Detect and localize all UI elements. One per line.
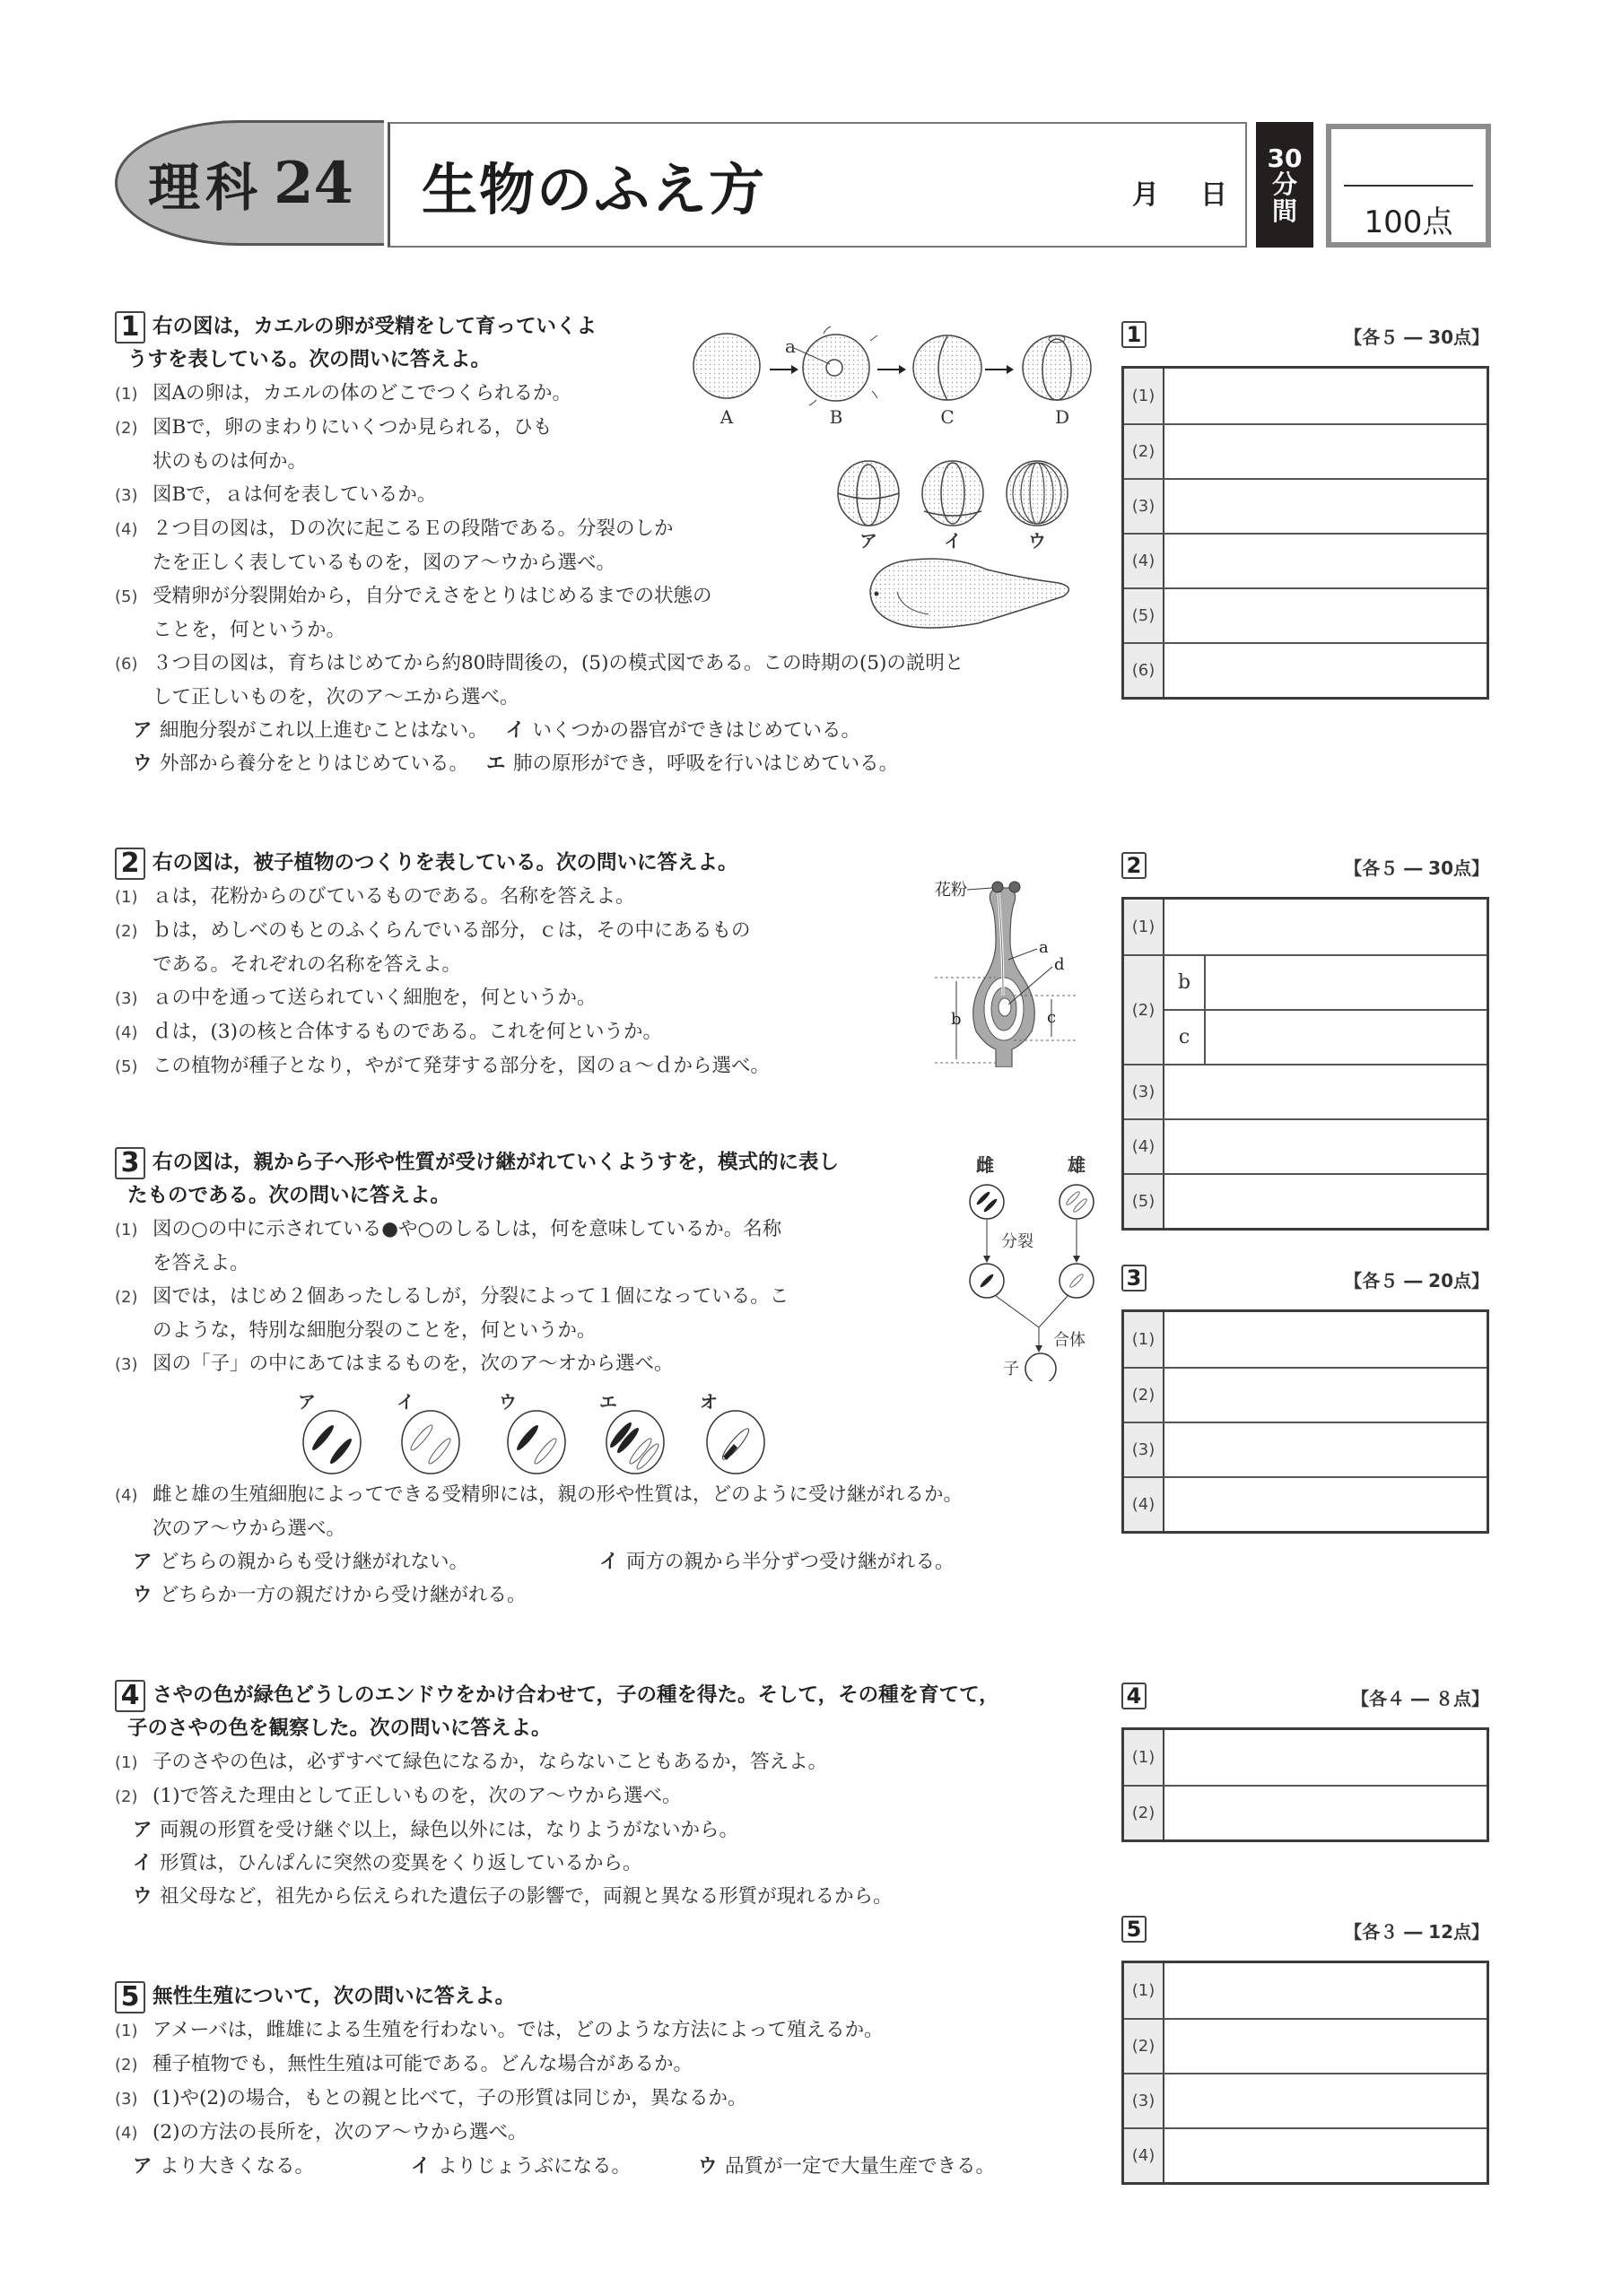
question-number: 5 <box>115 1981 145 2013</box>
answer-section-1 <box>1121 321 1489 700</box>
unit-badge <box>115 120 384 246</box>
male-cell <box>1060 1185 1094 1219</box>
answer-field[interactable] <box>1164 1787 1487 1839</box>
subject-label: 理科 <box>147 157 263 218</box>
option-i-embryo <box>922 461 983 526</box>
sub-question: (4) (2)の方法の長所を，次のア～ウから選べ。 <box>115 2121 528 2144</box>
unit-number: 24 <box>273 149 354 217</box>
answer-field[interactable] <box>1164 1730 1487 1785</box>
option-i-cell <box>402 1411 459 1474</box>
answer-row: (1) <box>1124 900 1487 954</box>
sub-question-cont: を答えよ。 <box>153 1252 249 1274</box>
answer-field[interactable] <box>1164 1120 1487 1173</box>
question-number: 4 <box>115 1680 145 1712</box>
option-a-embryo <box>838 461 899 526</box>
score-box[interactable] <box>1326 124 1491 248</box>
arrow-head-icon <box>899 365 906 374</box>
sub-question: (5) この植物が種子となり，やがて発芽する部分を，図のａ～ｄから選べ。 <box>115 1055 771 1077</box>
child-label: 子 <box>1003 1360 1019 1378</box>
choice-row <box>115 2150 1120 2183</box>
egg-d <box>1023 335 1091 400</box>
arrow-head-icon <box>1007 365 1014 374</box>
sub-question-cont: のような，特別な細胞分裂のことを，何というか。 <box>153 1319 597 1342</box>
choice: エ 肺の原形ができ，呼吸を行いはじめている。 <box>486 752 899 775</box>
points-label: 【各５ ― 20点】 <box>1344 1270 1489 1292</box>
time-limit-unit: 分 <box>1271 170 1297 200</box>
answer-row: (5) <box>1124 587 1487 642</box>
answer-table <box>1121 1961 1489 2185</box>
sub-question-cont: 状のものは何か。 <box>153 450 308 473</box>
answer-row: (2) <box>1124 1367 1487 1422</box>
answer-row: (4) <box>1124 533 1487 587</box>
question-number: 1 <box>115 311 145 344</box>
inheritance-figure <box>951 1148 1112 1381</box>
question-intro: 右の図は，カエルの卵が受精をして育っていくよ <box>153 315 597 338</box>
answer-row: (1) <box>1124 1963 1487 2018</box>
sub-question: (6) ３つ目の図は，育ちはじめてから約80時間後の，(5)の模式図である。この時期の(5)の説明と <box>115 652 964 674</box>
answer-field[interactable] <box>1164 900 1487 954</box>
choice: ウ どちらか一方の親だけから受け継がれる。 <box>133 1584 527 1606</box>
answer-field[interactable] <box>1164 369 1487 423</box>
time-limit-badge <box>1256 122 1313 248</box>
option-label: ウ <box>1028 530 1046 552</box>
answer-row: (1) <box>1124 1312 1487 1367</box>
sub-question: (4) ２つ目の図は，Ｄの次に起こるＥの段階である。分裂のしか <box>115 517 674 540</box>
option-label: イ <box>944 530 962 552</box>
answer-section-number: 2 <box>1121 852 1147 879</box>
pollen-label: 花粉 <box>935 881 967 900</box>
sub-question: (3) ａの中を通って送られていく細胞を，何というか。 <box>115 987 597 1009</box>
answer-row: (4) <box>1124 2127 1487 2182</box>
answer-field[interactable] <box>1164 1369 1487 1422</box>
option-label: イ <box>397 1391 414 1413</box>
answer-section-number: 3 <box>1121 1265 1147 1292</box>
pointer-label-a: a <box>785 335 796 357</box>
answer-row: (4) <box>1124 1476 1487 1531</box>
answer-field[interactable] <box>1164 2129 1487 2182</box>
answer-row: (6) <box>1124 642 1487 697</box>
sub-question: (2) 図では，はじめ２個あったしるしが，分裂によって１個になっている。こ <box>115 1285 789 1308</box>
time-limit-minutes: 30 <box>1267 143 1303 173</box>
answer-row: (3) <box>1124 2073 1487 2127</box>
answer-field[interactable] <box>1164 480 1487 533</box>
time-limit-suffix: 間 <box>1271 196 1297 226</box>
option-label: ア <box>859 530 877 552</box>
question-intro: 右の図は，親から子へ形や性質が受け継がれていくようすを，模式的に表し <box>153 1151 840 1174</box>
answer-row: (3) <box>1124 1064 1487 1118</box>
label-b: b <box>951 1010 962 1029</box>
points-label: 【各５ ― 30点】 <box>1344 857 1489 879</box>
answer-field[interactable] <box>1164 1963 1487 2018</box>
sub-question: (2) (1)で答えた理由として正しいものを，次のア～ウから選べ。 <box>115 1785 682 1807</box>
answer-row: (5) <box>1124 1173 1487 1228</box>
sub-question: (1) 図の○の中に示されている●や○のしるしは，何を意味しているか。名称 <box>115 1218 782 1240</box>
answer-table <box>1121 897 1489 1231</box>
choice-row <box>115 714 861 747</box>
question-number: 3 <box>115 1147 145 1179</box>
stage-label: A <box>719 406 734 428</box>
answer-table <box>1121 1727 1489 1842</box>
answer-row: (1) <box>1124 369 1487 423</box>
sub-question: (2) ｂは，めしべのもとのふくらんでいる部分，ｃは，その中にあるもの <box>115 919 751 942</box>
answer-row: (2) <box>1124 1785 1487 1839</box>
sub-question: (3) (1)や(2)の場合，もとの親と比べて，子の形質は同じか，異なるか。 <box>115 2087 747 2109</box>
option-a-cell <box>303 1411 361 1474</box>
answer-row: (2) <box>1124 423 1487 478</box>
choice: ウ 祖父母など，祖先から伝えられた遺伝子の影響で，両親と異なる形質が現れるから。 <box>133 1885 893 1908</box>
answer-section-5 <box>1121 1916 1489 2185</box>
choice-row <box>115 747 899 780</box>
answer-field[interactable] <box>1206 956 1487 1009</box>
answer-section-number: 4 <box>1121 1683 1147 1709</box>
sub-question: (5) 受精卵が分裂開始から，自分でえさをとりはじめるまでの状態の <box>115 585 712 607</box>
total-score: 100点 <box>1364 204 1453 240</box>
answer-field[interactable] <box>1164 535 1487 587</box>
sub-question: (4) 雌と雄の生殖細胞によってできる受精卵には，親の形や性質は，どのように受け継がれるか。 <box>115 1483 964 1506</box>
male-label: 雄 <box>1068 1154 1086 1176</box>
choice: ア より大きくなる。 <box>133 2155 315 2178</box>
answer-field[interactable] <box>1164 1423 1487 1476</box>
answer-field[interactable] <box>1206 1011 1487 1064</box>
question-intro: 右の図は，被子植物のつくりを表している。次の問いに答えよ。 <box>153 851 738 874</box>
choice: イ よりじょうぶになる。 <box>411 2155 632 2178</box>
answer-subrow: c <box>1164 1009 1487 1064</box>
option-e-cell <box>606 1411 664 1474</box>
sub-question-cont: 次のア～ウから選べ。 <box>153 1518 346 1540</box>
answer-field[interactable] <box>1164 1065 1487 1118</box>
stage-label: B <box>829 406 843 428</box>
question-3-continued <box>115 1478 1120 1612</box>
answer-field[interactable] <box>1164 2020 1487 2073</box>
sub-question: (2) 図Bで，卵のまわりにいくつか見られる，ひも <box>115 416 553 439</box>
tadpole-embryo <box>870 559 1068 628</box>
choice: ア どちらの親からも受け継がれない。 <box>133 1551 469 1573</box>
choice: イ 形質は，ひんぱんに突然の変異をくり返しているから。 <box>133 1852 642 1874</box>
question-intro: 無性生殖について，次の問いに答えよ。 <box>153 1985 516 2008</box>
answer-field[interactable] <box>1164 425 1487 478</box>
sub-question: (1) 図Aの卵は，カエルの体のどこでつくられるか。 <box>115 382 572 404</box>
sub-question: (1) ａは，花粉からのびているものである。名称を答えよ。 <box>115 885 635 908</box>
points-label: 【各５ ― 30点】 <box>1344 326 1489 348</box>
month-label: 月 <box>1132 179 1159 211</box>
page-title: 生物のふえ方 <box>422 157 767 222</box>
question-3 <box>115 1146 922 1381</box>
arrow-head-icon <box>791 365 798 374</box>
answer-row: (2) <box>1124 2018 1487 2073</box>
sub-question: (4) ｄは，(3)の核と合体するものである。これを何というか。 <box>115 1021 662 1043</box>
female-cell <box>970 1185 1004 1219</box>
answer-section-number: 5 <box>1121 1916 1147 1943</box>
option-u-embryo <box>1007 461 1068 526</box>
option-label: ア <box>298 1391 316 1413</box>
egg-b <box>794 326 877 405</box>
question-intro: 子のさやの色を観察した。次の問いに答えよ。 <box>127 1717 552 1740</box>
answer-field[interactable] <box>1164 2074 1487 2127</box>
frog-development-figure <box>682 314 1112 637</box>
answer-row: (3) <box>1124 478 1487 533</box>
answer-section-2 <box>1121 852 1489 1231</box>
answer-row: (2) b c <box>1124 954 1487 1064</box>
child-cell <box>1025 1353 1056 1381</box>
pistil-figure <box>897 861 1077 1067</box>
answer-section-4 <box>1121 1683 1489 1842</box>
points-label: 【各３ ― 12点】 <box>1344 1921 1489 1943</box>
option-label: エ <box>599 1391 617 1413</box>
choice: イ いくつかの器官ができはじめている。 <box>505 719 861 742</box>
option-label: オ <box>700 1391 718 1413</box>
sub-question-cont: して正しいものを，次のア～エから選べ。 <box>153 686 519 709</box>
answer-field[interactable] <box>1164 589 1487 642</box>
sub-question-cont: たを正しく表しているものを，図のア～ウから選べ。 <box>153 552 616 574</box>
chromosome-options-figure <box>287 1388 789 1478</box>
answer-table <box>1121 1309 1489 1534</box>
choice: ア 両親の形質を受け継ぐ以上，緑色以外には，なりようがないから。 <box>133 1819 739 1841</box>
score-divider <box>1344 185 1473 187</box>
egg-c <box>913 335 981 400</box>
choice: イ 両方の親から半分ずつ受け継がれる。 <box>599 1551 955 1573</box>
label-a: a <box>1039 938 1049 957</box>
female-label: 雌 <box>976 1154 994 1176</box>
sub-question: (3) 図Bで，ａは何を表しているか。 <box>115 483 437 506</box>
answer-subrow: b <box>1164 956 1487 1009</box>
sub-question-cont: ことを，何というか。 <box>153 619 346 641</box>
stage-label: D <box>1054 406 1070 428</box>
answer-section-number: 1 <box>1121 321 1147 348</box>
question-5 <box>115 1980 1120 2183</box>
option-label: ウ <box>499 1391 517 1413</box>
answer-field[interactable] <box>1164 1175 1487 1228</box>
sub-question: (1) 子のさやの色は，必ずすべて緑色になるか，ならないこともあるか，答えよ。 <box>115 1751 828 1773</box>
answer-row: (1) <box>1124 1730 1487 1785</box>
option-u-cell <box>508 1411 565 1474</box>
day-label: 日 <box>1200 179 1227 211</box>
choice-row <box>115 1545 1120 1578</box>
question-4 <box>115 1679 1120 1913</box>
division-label: 分裂 <box>1001 1232 1033 1251</box>
stage-label: C <box>940 406 955 428</box>
label-c: c <box>1047 1008 1057 1027</box>
question-intro: たものである。次の問いに答えよ。 <box>127 1184 451 1207</box>
question-number: 2 <box>115 848 145 880</box>
sub-question: (3) 図の「子」の中にあてはまるものを，次のア～オから選べ。 <box>115 1352 674 1375</box>
answer-section-3 <box>1121 1265 1489 1534</box>
label-d: d <box>1054 955 1065 974</box>
choice: ア 細胞分裂がこれ以上進むことはない。 <box>133 719 488 742</box>
answer-row: (3) <box>1124 1422 1487 1476</box>
choice: ウ 品質が一定で大量生産できる。 <box>698 2155 996 2178</box>
sub-question: (2) 種子植物でも，無性生殖は可能である。どんな場合があるか。 <box>115 2053 693 2075</box>
sub-question: (1) アメーバは，雌雄による生殖を行わない。では，どのような方法によって殖えるか。 <box>115 2019 884 2041</box>
points-label: 【各４ ― ８点】 <box>1351 1688 1489 1709</box>
answer-field[interactable] <box>1164 644 1487 697</box>
fusion-label: 合体 <box>1053 1331 1086 1350</box>
question-2 <box>115 847 904 1083</box>
sub-question-cont: である。それぞれの名称を答えよ。 <box>153 953 462 976</box>
answer-field[interactable] <box>1164 1312 1487 1367</box>
option-o-cell <box>707 1411 764 1474</box>
answer-table <box>1121 366 1489 700</box>
answer-field[interactable] <box>1164 1478 1487 1531</box>
question-intro: さやの色が緑色どうしのエンドウをかけ合わせて，子の種を得た。そして，その種を育てて， <box>153 1683 999 1707</box>
choice-row <box>115 1578 1120 1612</box>
egg-a <box>693 334 760 398</box>
pollen-grain <box>992 882 1003 892</box>
pollen-grain <box>1009 882 1020 892</box>
answer-row: (4) <box>1124 1118 1487 1173</box>
choice: ウ 外部から養分をとりはじめている。 <box>133 752 469 775</box>
question-intro: うすを表している。次の問いに答えよ。 <box>127 348 492 371</box>
